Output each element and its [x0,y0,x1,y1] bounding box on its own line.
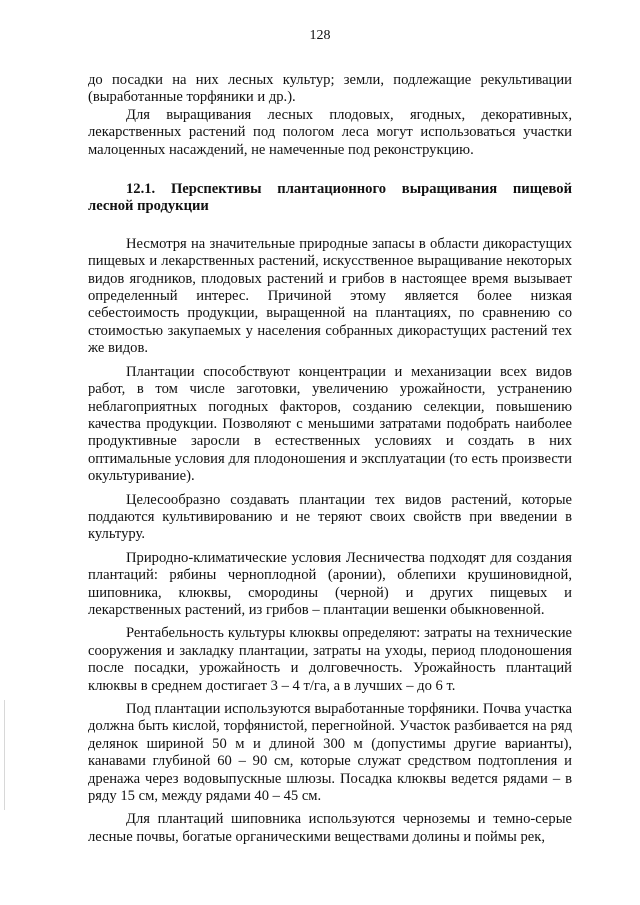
paragraph-rosehip: Для плантаций шиповника используются черноземы и темно-серые лесные почвы, богатые органическими веществами долины и поймы рек, [88,811,572,845]
scan-margin-line [4,700,5,810]
paragraph-climate: Природно-климатические условия Лесничества подходят для создания плантаций: рябины черноплодной (аронии), облепихи крушиновидной, шиповника, клюквы, смородины (черной) и других пищевых и лекарственных растений, из грибов – плантации вешенки обыкновенной. [88,549,572,618]
paragraph-cultivation: Целесообразно создавать плантации тех видов растений, которые поддаются культивированию и не теряют своих свойств при введении в культуру. [88,491,572,543]
paragraph-peatland: Под плантации используются выработанные торфяники. Почва участка должна быть кислой, торфянистой, перегнойной. Участок разбивается на ряд делянок шириной 50 м и длиной 300 м (допустимы другие варианты), канавами глубиной 60 – 90 см, которые служат средством подтопления и дренажа через водовыпускные шлюзы. Посадка клюквы ведется рядами – в ряду 15 см, между рядами 40 – 45 см. [88,701,572,805]
paragraph-cranberry-profit: Рентабельность культуры клюквы определяют: затраты на технические сооружения и закладку плантации, затраты на уходы, период плодоношения после посадки, урожайность и долговечность. Урожайность плантаций клюквы в среднем достигает 3 – 4 т/га, а в лучших – до 6 т. [88,625,572,694]
page-content [88,72,572,846]
paragraph-forest-plants: Для выращивания лесных плодовых, ягодных, декоративных, лекарственных растений под пологом леса могут использоваться участки малоценных насаждений, не намеченные под реконструкцию. [88,106,572,158]
paragraph-continuation: до посадки на них лесных культур; земли, подлежащие рекультивации (выработанные торфяники и др.). [88,72,572,106]
section-heading: 12.1. Перспективы плантационного выращивания пищевой лесной продукции [88,181,572,215]
paragraph-intro: Несмотря на значительные природные запасы в области дикорастущих пищевых и лекарственных растений, искусственное выращивание некоторых видов ягодников, плодовых растений и грибов в настоящее время вызывает определенный интерес. Причиной этому является более низкая себестоимость продукции, выращенной на плантациях, по сравнению со стоимостью закупаемых у населения собранных дикорастущих растений тех же видов. [88,235,572,357]
paragraph-plantation-benefits: Плантации способствуют концентрации и механизации всех видов работ, в том числе заготовки, увеличению урожайности, устранению неблагоприятных погодных факторов, созданию селекции, повышению качества продукции. Позволяют с меньшими затратами подобрать наиболее продуктивные заросли в естественных условиях и создать в них оптимальные условия для плодоношения и эксплуатации (то есть произвести окультуривание). [88,363,572,485]
page-number: 128 [309,28,331,43]
